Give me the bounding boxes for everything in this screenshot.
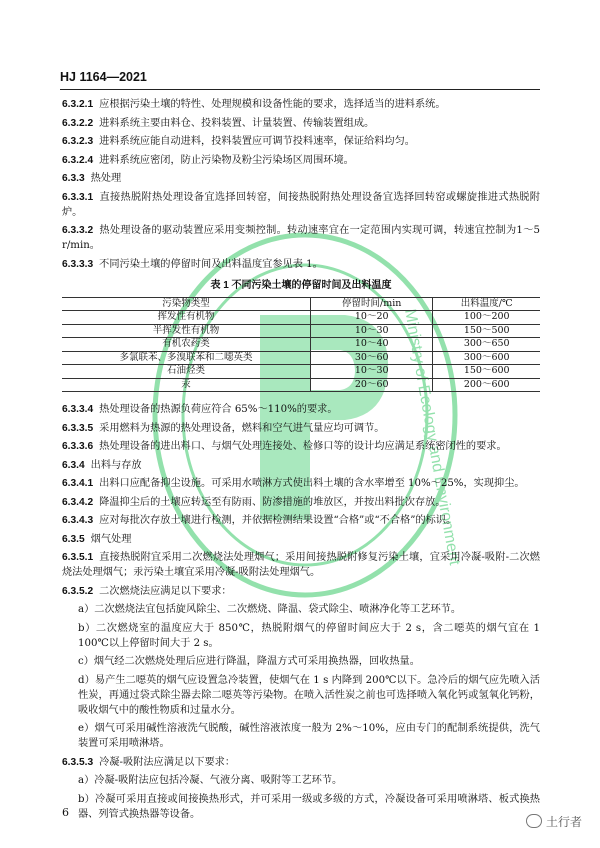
clause-number: 6.3.3.1 (62, 191, 94, 203)
table-cell: 半挥发性有机物 (62, 324, 311, 338)
clause-number: 6.3.2.1 (62, 99, 94, 110)
paragraph (62, 171, 540, 186)
clause-text: c）烟气经二次燃烧处理后应进行降温，降温方式可采用换热器，回收热量。 (78, 656, 420, 667)
clause-text: b）冷凝可采用直接或间接换热形式，并可采用一级或多级的方式，冷凝设备可采用喷淋塔、板式换热器、列管式换热器等设备。 (78, 793, 540, 820)
section-feed-heat (62, 97, 540, 272)
clause-text: e）烟气可采用碱性溶液洗气脱酸，碱性溶液浓度一般为 2%～10%，应由专门的配制系统提供，洗气装置可采用喷淋塔。 (78, 723, 540, 749)
clause-text: 烟气处理 (90, 533, 132, 545)
clause-number: 6.3.5.1 (62, 552, 94, 563)
table-caption: 表 1 不同污染土壤的停留时间及出料温度 (210, 279, 392, 291)
table-cell: 10～40 (311, 338, 433, 352)
paragraph (62, 721, 540, 751)
table-cell: 150～600 (433, 365, 540, 379)
paragraph (62, 134, 540, 149)
paragraph (62, 654, 540, 669)
paragraph (62, 532, 540, 547)
clause-text: b）二次燃烧室的温度应大于 850℃，热脱附烟气的停留时间应大于 2 s，含二噁英的烟气宜在 1 100℃以上停留时间大于 2 s。 (78, 622, 540, 649)
paragraph (62, 439, 540, 454)
paragraph (62, 755, 540, 770)
table-cell: 汞 (62, 378, 311, 392)
table-row (62, 338, 540, 352)
clause-text: a）冷凝-吸附法应包括冷凝、气液分离、吸附等工艺环节。 (78, 775, 343, 786)
table-cell: 有机农药类 (62, 338, 311, 352)
clause-text: 进料系统主要由料仓、投料装置、计量装置、传输装置组成。 (99, 117, 375, 129)
paragraph (62, 257, 540, 272)
clause-text: 进料系统应密闭，防止污染物及粉尘污染场区周围环境。 (99, 154, 354, 166)
clause-number: 6.3.5.3 (62, 756, 94, 768)
section-output-flue (62, 402, 540, 822)
paragraph (62, 792, 540, 822)
clause-text: 二次燃烧法应满足以下要求： (99, 585, 232, 597)
table-cell: 挥发性有机物 (62, 311, 311, 325)
paragraph (62, 584, 540, 599)
wechat-icon (526, 814, 542, 828)
table-cell: 300～650 (433, 338, 540, 352)
table-row (62, 324, 540, 338)
table-cell: 10～30 (311, 324, 433, 338)
header-rule (60, 89, 540, 90)
clause-number: 6.3.2.2 (62, 117, 94, 129)
paragraph (62, 513, 540, 528)
document-body (62, 97, 540, 825)
paragraph (62, 402, 540, 417)
clause-text: 降温抑尘后的土壤应转运至有防雨、防渗措施的堆放区，并按出料批次存放。 (99, 496, 446, 508)
clause-number: 6.3.2.3 (62, 136, 94, 147)
table-header-row (62, 297, 540, 311)
table-cell: 10～30 (311, 365, 433, 379)
paragraph (62, 190, 540, 220)
clause-text: 直接热脱附热处理设备宜选择回转窑，间接热脱附热处理设备宜选择回转窑或螺旋推进式热脱附炉。 (62, 191, 540, 218)
clause-number: 6.3.4.1 (62, 478, 94, 489)
clause-number: 6.3.3.2 (62, 225, 94, 236)
table-row (62, 365, 540, 379)
table-cell: 石油烃类 (62, 365, 311, 379)
clause-text: 不同污染土壤的停留时间及出料温度宜参见表 1。 (99, 258, 323, 270)
paragraph (62, 223, 540, 253)
column-header: 停留时间/min (311, 297, 433, 311)
table-cell: 20～60 (311, 378, 433, 392)
clause-number: 6.3.3.4 (62, 404, 94, 415)
clause-number: 6.3.5.2 (62, 585, 94, 597)
paragraph (62, 153, 540, 168)
table-cell: 150～500 (433, 324, 540, 338)
clause-number: 6.3.3.5 (62, 422, 94, 434)
table-body (62, 311, 540, 392)
clause-text: 出料口应配备抑尘设施。可采用水喷淋方式使出料土壤的含水率增至 10%～25%，实现抑尘。 (99, 478, 525, 489)
page-number: 6 (62, 806, 69, 819)
clause-number: 6.3.3 (62, 173, 85, 184)
table-cell: 200～600 (433, 378, 540, 392)
clause-text: 热处理设备的驱动装置应采用变频控制。转动速率宜在一定范围内实现可调，转速宜控制为1～5 r/min。 (62, 225, 540, 251)
clause-text: 应对每批次存放土壤进行检测，并依据检测结果设置“合格”或“不合格”的标识。 (99, 515, 457, 526)
table-cell: 多氯联苯、多溴联苯和二噁英类 (62, 351, 311, 365)
paragraph (62, 602, 540, 617)
clause-text: a）二次燃烧法宜包括旋风除尘、二次燃烧、降温、袋式除尘、喷淋净化等工艺环节。 (78, 604, 462, 615)
paragraph (62, 550, 540, 580)
watermark-text: Ministry of Ecology and Environment (401, 307, 463, 567)
paragraph (62, 495, 540, 510)
clause-text: 热处理 (90, 173, 122, 184)
table-cell: 300～600 (433, 351, 540, 365)
clause-text: 热处理设备的热源负荷应符合 65%～110%的要求。 (99, 404, 338, 415)
table-row (62, 311, 540, 325)
column-header: 污染物类型 (62, 297, 311, 311)
brand-name: 土行者 (545, 815, 582, 829)
clause-number: 6.3.3.6 (62, 441, 94, 452)
clause-text: 冷凝-吸附法应满足以下要求： (99, 756, 236, 768)
table-cell: 100～200 (433, 311, 540, 325)
table-cell: 30～60 (311, 351, 433, 365)
clause-text: d）易产生二噁英的烟气应设置急冷装置，使烟气在 1 s 内降到 200℃以下。急冷后的烟气应先喷入活性炭，再通过袋式除尘器去除二噁英等污染物。在喷入活性炭之前也可选择喷入氧化钙或氢氧化钙粉，吸收烟气中的酸性物质和过量水分。 (78, 674, 540, 716)
clause-number: 6.3.4.2 (62, 496, 94, 508)
paragraph (62, 773, 540, 788)
table-row (62, 378, 540, 392)
column-header: 出料温度/℃ (433, 297, 540, 311)
table-row (62, 351, 540, 365)
residence-time-table (62, 297, 540, 393)
paragraph (62, 621, 540, 651)
clause-text: 出料与存放 (90, 459, 142, 471)
clause-text: 应根据污染土壤的特性、处理规模和设备性能的要求，选择适当的进料系统。 (99, 99, 446, 110)
paragraph (62, 97, 540, 112)
clause-number: 6.3.4 (62, 459, 85, 471)
clause-text: 直接热脱附宜采用二次燃烧法处理烟气；采用间接热脱附修复污染土壤，宜采用冷凝-吸附-二次燃烧法处理烟气；汞污染土壤宜采用冷凝-吸附法处理烟气。 (62, 552, 540, 578)
table-cell: 10～20 (311, 311, 433, 325)
paragraph (62, 458, 540, 473)
clause-number: 6.3.4.3 (62, 515, 94, 526)
clause-number: 6.3.3.3 (62, 258, 94, 270)
clause-text: 采用燃料为热源的热处理设备，燃料和空气进气量应均可调节。 (99, 422, 385, 434)
clause-text: 进料系统应能自动进料，投料装置应可调节投料速率，保证给料均匀。 (99, 136, 415, 147)
brand-label (526, 813, 582, 830)
clause-text: 热处理设备的进出料口、与烟气处理连接处、检修口等的设计均应满足系统密闭性的要求。 (99, 441, 507, 452)
paragraph (62, 476, 540, 491)
clause-number: 6.3.2.4 (62, 154, 94, 166)
paragraph (62, 673, 540, 718)
standard-code: HJ 1164—2021 (60, 70, 147, 84)
clause-number: 6.3.5 (62, 533, 85, 545)
paragraph (62, 421, 540, 436)
paragraph (62, 116, 540, 131)
